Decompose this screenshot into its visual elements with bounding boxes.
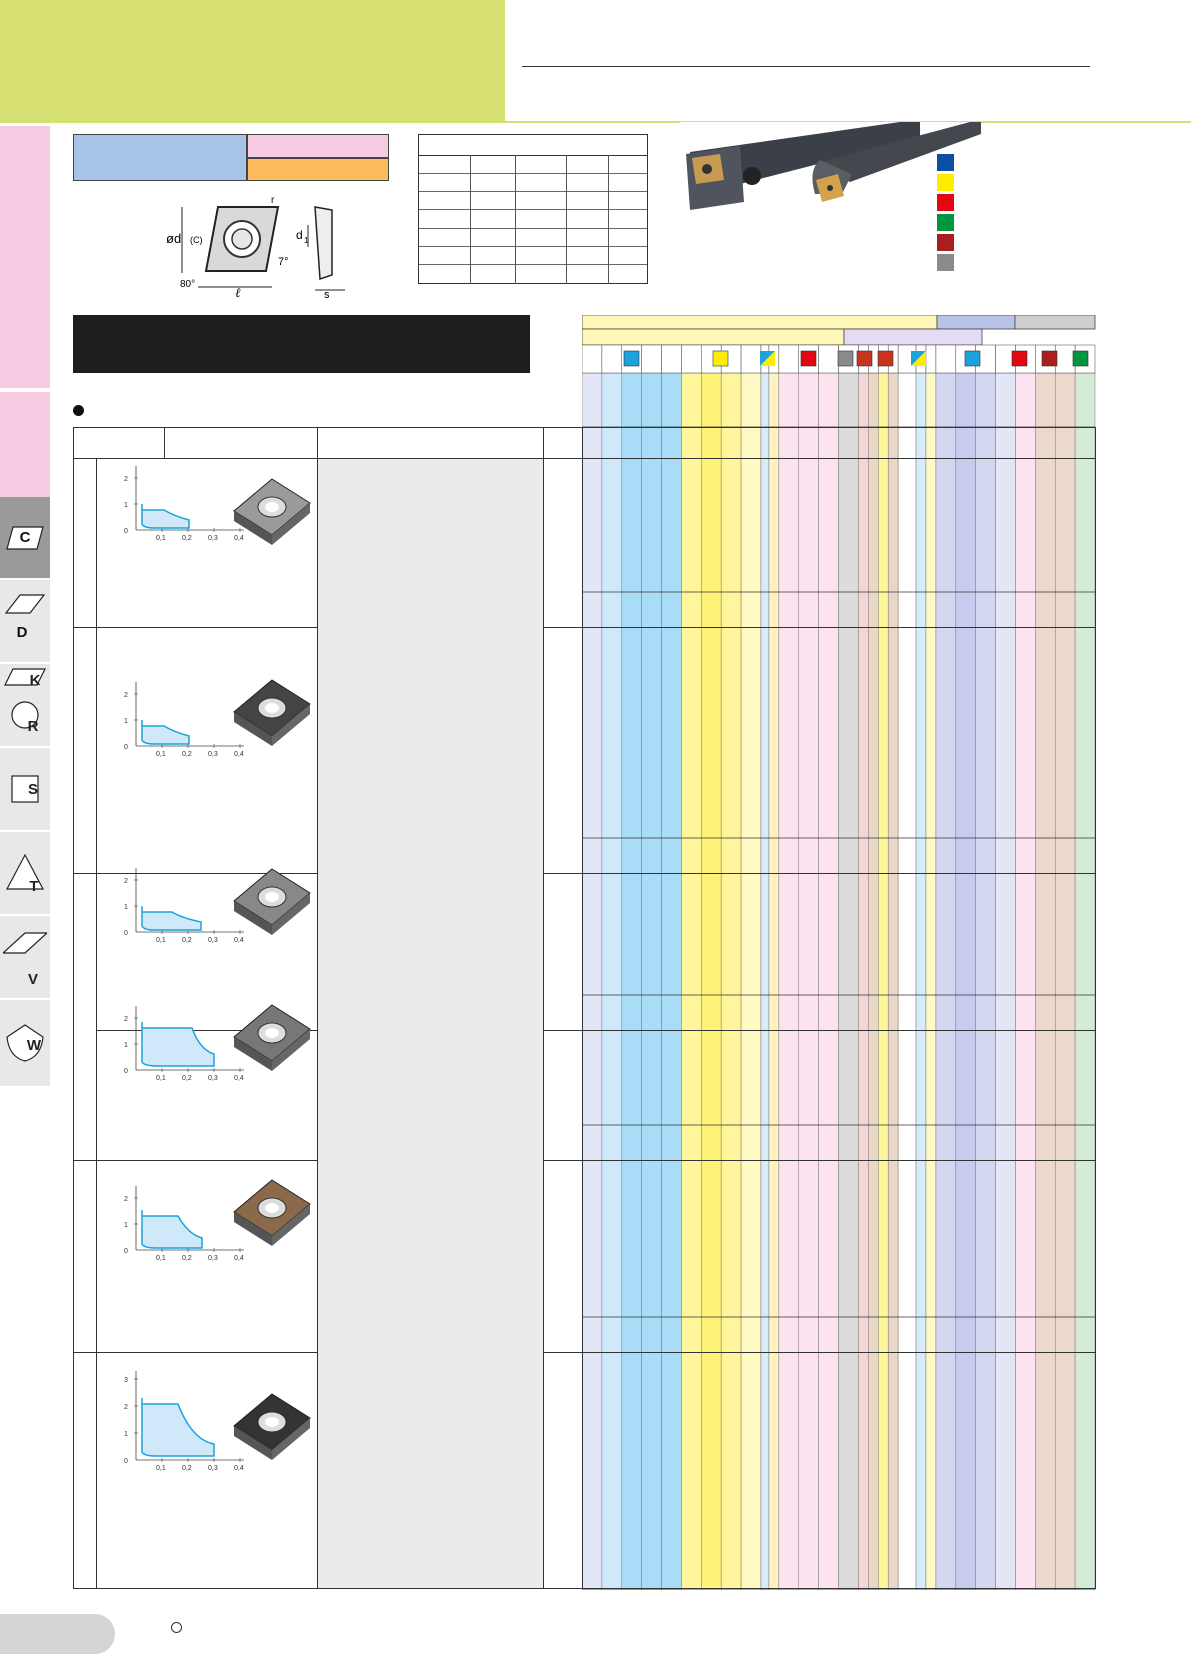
side-tab-t[interactable]	[0, 832, 50, 914]
svg-text:0,3: 0,3	[208, 751, 218, 758]
svg-text:2: 2	[124, 1404, 128, 1411]
svg-text:1: 1	[124, 904, 128, 911]
svg-text:0,1: 0,1	[156, 1075, 166, 1082]
svg-text:0,4: 0,4	[234, 1075, 244, 1082]
page-number-tab	[0, 1614, 115, 1654]
diagram-d1-sub: 1	[304, 236, 309, 245]
grade-column-head	[602, 345, 622, 373]
section-title-band	[73, 315, 530, 373]
grade-column-head	[741, 345, 761, 373]
diagram-s-label: s	[324, 289, 330, 300]
side-section-pink-lower	[0, 392, 50, 497]
grade-column-head	[662, 345, 682, 373]
svg-text:0,1: 0,1	[156, 751, 166, 758]
svg-text:0,4: 0,4	[234, 937, 244, 944]
svg-text:2: 2	[124, 1196, 128, 1203]
diagram-d1-label: d	[296, 228, 303, 242]
grade-icon	[838, 351, 853, 366]
legend-swatch-yellow	[937, 174, 954, 191]
info-box-blue	[73, 134, 247, 181]
header-band	[0, 0, 505, 123]
svg-text:0,1: 0,1	[156, 535, 166, 542]
grade-subheader-yellow	[582, 329, 844, 345]
legend-swatch-grey	[937, 254, 954, 271]
legend-swatch-red	[937, 194, 954, 211]
chip-breaker-range-graph	[118, 1000, 258, 1095]
tab-t-letter: T	[29, 877, 39, 895]
grade-icon	[713, 351, 728, 366]
grade-subheader-lilac	[844, 329, 982, 345]
grade-icon	[624, 351, 639, 366]
svg-text:2: 2	[124, 1016, 128, 1023]
svg-text:1: 1	[124, 718, 128, 725]
svg-text:0,2: 0,2	[182, 1075, 192, 1082]
grade-icon	[878, 351, 893, 366]
info-box-pink	[247, 134, 389, 158]
svg-text:0,1: 0,1	[156, 1465, 166, 1472]
legend-swatch-green	[937, 214, 954, 231]
side-tab-c[interactable]	[0, 497, 50, 578]
svg-text:0,4: 0,4	[234, 1465, 244, 1472]
grade-icon	[857, 351, 872, 366]
svg-text:0,4: 0,4	[234, 751, 244, 758]
tab-k-letter: K	[29, 671, 41, 689]
svg-text:1: 1	[124, 1042, 128, 1049]
diagram-angle-80: 80°	[180, 279, 196, 290]
svg-text:2: 2	[124, 476, 128, 483]
svg-text:0,4: 0,4	[234, 1255, 244, 1262]
svg-text:0,3: 0,3	[208, 535, 218, 542]
svg-text:0,3: 0,3	[208, 1465, 218, 1472]
svg-text:0,4: 0,4	[234, 535, 244, 542]
tab-c-letter: C	[19, 529, 31, 546]
diagram-l-label: ℓ	[235, 285, 241, 300]
chip-breaker-range-graph	[118, 460, 258, 555]
svg-text:0: 0	[124, 1068, 128, 1075]
svg-text:0,3: 0,3	[208, 937, 218, 944]
insert-dimension-diagram	[160, 195, 360, 300]
tab-d-letter: D	[16, 623, 28, 641]
grade-column-head	[681, 345, 701, 373]
grade-column-head	[642, 345, 662, 373]
svg-text:0,1: 0,1	[156, 1255, 166, 1262]
tool-holder-photo	[680, 122, 981, 287]
grade-icon	[1042, 351, 1057, 366]
svg-text:2: 2	[124, 878, 128, 885]
diagram-r-label: r	[271, 195, 275, 206]
svg-text:1: 1	[124, 1222, 128, 1229]
tab-d-rhombus-icon	[4, 591, 46, 651]
footer-circle-mark	[171, 1622, 182, 1633]
grade-column-head	[819, 345, 839, 373]
grade-column-head	[936, 345, 956, 373]
info-box-orange	[247, 158, 389, 181]
svg-text:0,1: 0,1	[156, 937, 166, 944]
chip-breaker-range-graph	[118, 676, 258, 771]
grade-icon	[1073, 351, 1088, 366]
side-tab-d[interactable]	[0, 580, 50, 662]
chip-breaker-range-graph	[118, 1180, 258, 1275]
svg-text:0: 0	[124, 930, 128, 937]
grade-column-head	[1055, 345, 1075, 373]
grade-icon	[1012, 351, 1027, 366]
header-rule	[522, 66, 1090, 67]
grade-header-blue	[937, 315, 1015, 329]
grade-icon	[801, 351, 816, 366]
tab-r-letter: R	[27, 717, 39, 735]
grade-header-yellow	[582, 315, 937, 329]
tab-w-letter: W	[26, 1036, 42, 1054]
side-section-pink	[0, 126, 50, 388]
chip-breaker-range-graph	[118, 862, 258, 957]
chip-breaker-range-graph	[118, 1365, 258, 1485]
grade-header-grey	[1015, 315, 1095, 329]
diagram-angle-7: 7°	[278, 256, 289, 268]
svg-text:0,2: 0,2	[182, 1255, 192, 1262]
legend-swatch-darkred	[937, 234, 954, 251]
diagram-d-label: ød	[166, 231, 182, 246]
side-tab-w[interactable]	[0, 1000, 50, 1086]
tab-s-letter: S	[27, 780, 38, 798]
svg-text:3: 3	[124, 1377, 128, 1384]
svg-text:2: 2	[124, 692, 128, 699]
legend-swatch-blue	[937, 154, 954, 171]
svg-text:0,2: 0,2	[182, 535, 192, 542]
svg-text:0: 0	[124, 1248, 128, 1255]
svg-text:0: 0	[124, 528, 128, 535]
diagram-c-label: (C)	[190, 235, 203, 245]
grade-icon	[965, 351, 980, 366]
svg-text:0,2: 0,2	[182, 1465, 192, 1472]
svg-text:0,3: 0,3	[208, 1075, 218, 1082]
dimension-table	[418, 134, 648, 284]
svg-text:1: 1	[124, 502, 128, 509]
svg-text:0,2: 0,2	[182, 937, 192, 944]
tab-v-letter: V	[27, 970, 38, 988]
grade-column-head	[779, 345, 799, 373]
svg-text:0: 0	[124, 1458, 128, 1465]
svg-text:1: 1	[124, 1431, 128, 1438]
svg-text:0,2: 0,2	[182, 751, 192, 758]
grade-column-head	[582, 345, 602, 373]
grade-column-head	[926, 345, 936, 373]
svg-text:0,3: 0,3	[208, 1255, 218, 1262]
bullet-dot	[73, 405, 84, 416]
svg-text:0: 0	[124, 744, 128, 751]
